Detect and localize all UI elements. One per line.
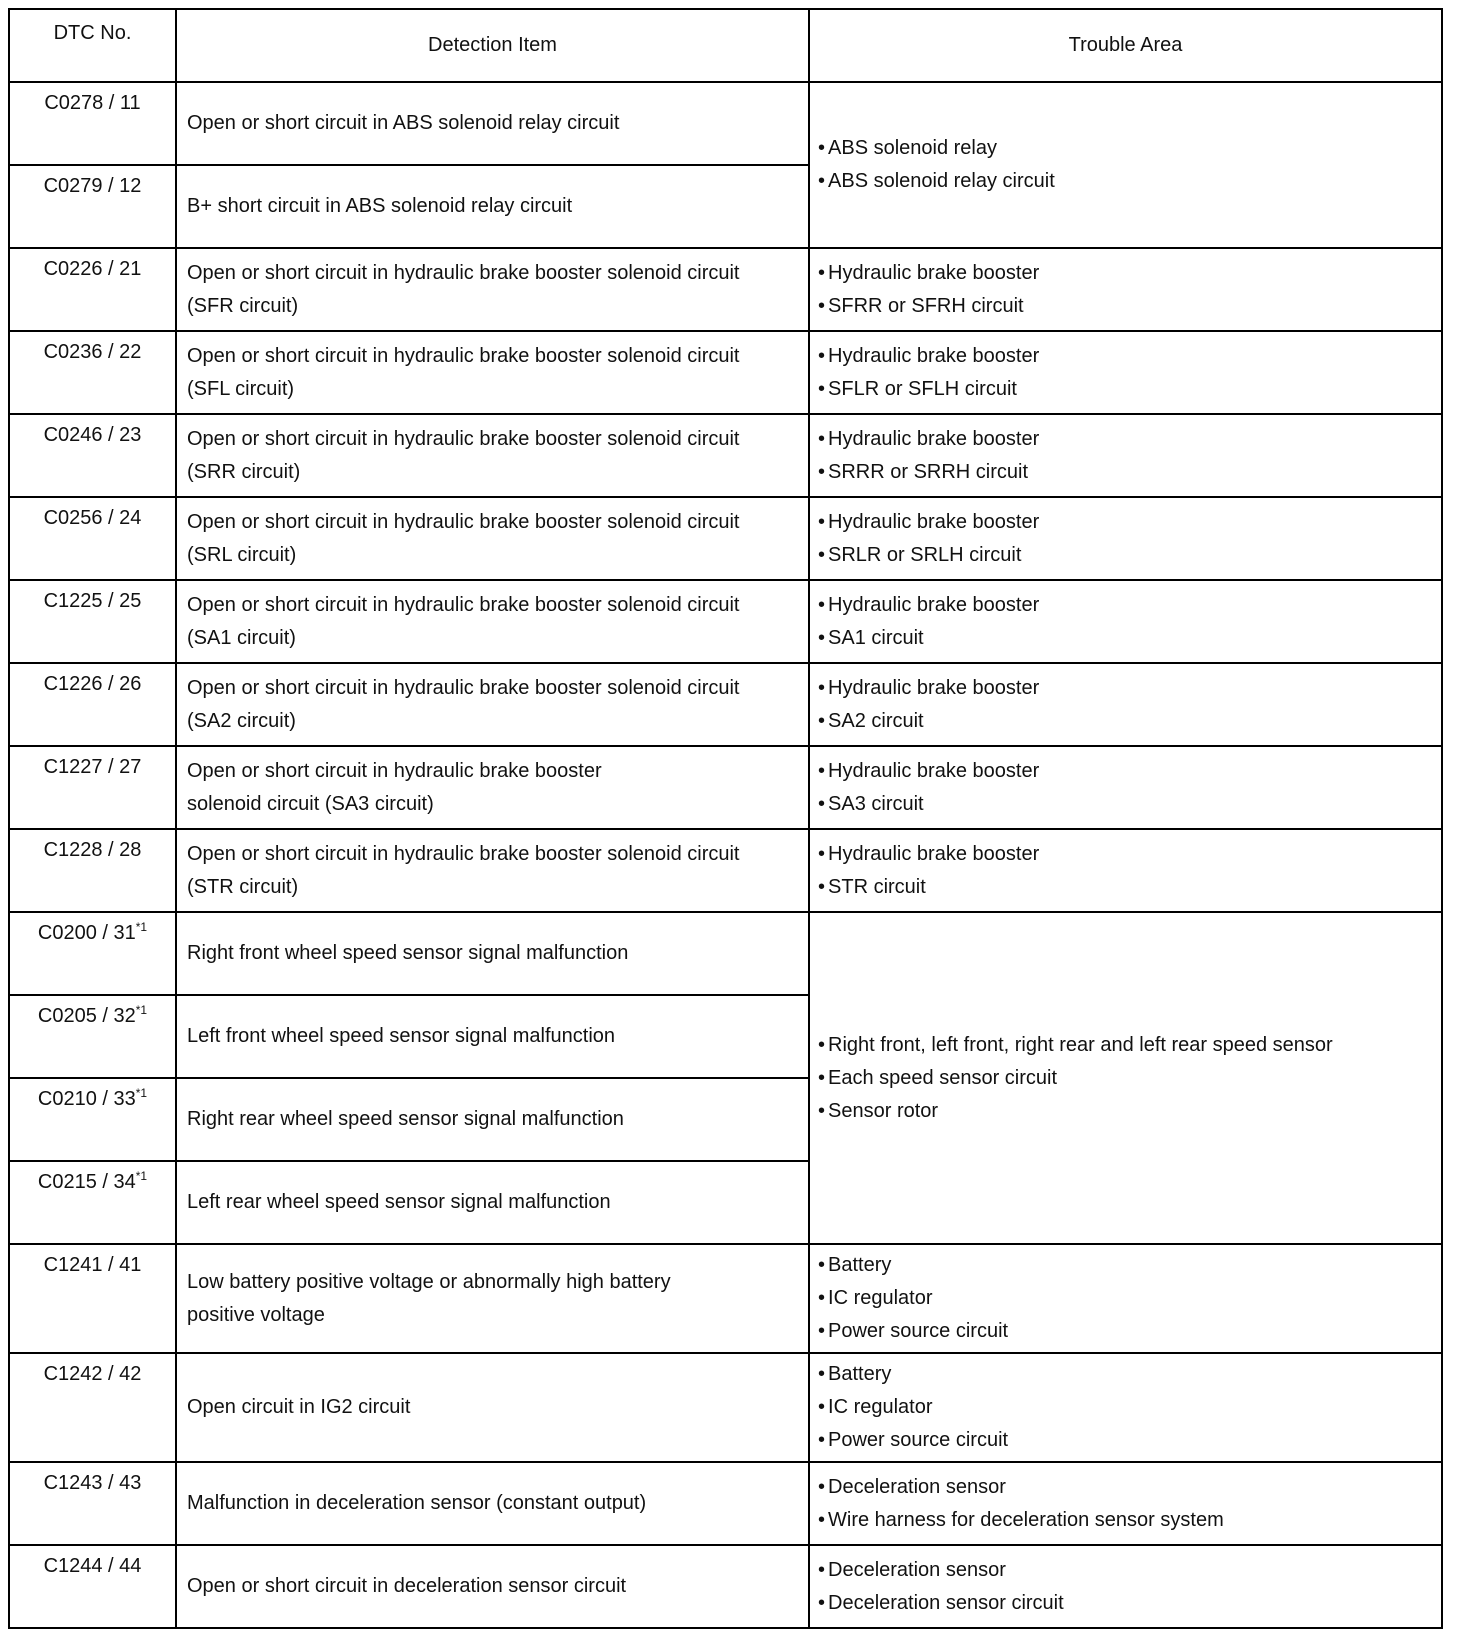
trouble-area-item: • IC regulator: [818, 1391, 1441, 1424]
detection-item-text: (SFL circuit): [187, 377, 295, 400]
dtc-code-cell: [9, 82, 176, 165]
trouble-area-cell: [809, 912, 1442, 1244]
detection-item-text: (SRR circuit): [187, 460, 301, 483]
trouble-area-item: • SA2 circuit: [818, 705, 1441, 738]
footnote-marker: *1: [135, 920, 148, 934]
detection-item-text: (STR circuit): [187, 875, 299, 898]
table-row: [9, 912, 1442, 995]
table-row: [9, 829, 1442, 912]
detection-item-text: Open or short circuit in hydraulic brake booster solenoid circuit: [187, 261, 740, 284]
dtc-code-cell: [9, 995, 176, 1078]
trouble-area-cell: [809, 1462, 1442, 1545]
dtc-code-cell: [9, 1462, 176, 1545]
dtc-code-cell: [9, 912, 176, 995]
trouble-area-item: • Hydraulic brake booster: [818, 506, 1441, 539]
trouble-area-cell: [809, 663, 1442, 746]
table-row: [9, 746, 1442, 829]
detection-item-cell: [176, 995, 809, 1078]
trouble-area-cell: [809, 414, 1442, 497]
trouble-area-item: • Hydraulic brake booster: [818, 838, 1441, 871]
detection-item-text: Open or short circuit in hydraulic brake booster solenoid circuit: [187, 510, 740, 533]
footnote-marker: *1: [135, 1086, 148, 1100]
detection-item-text: Open or short circuit in hydraulic brake booster: [187, 759, 602, 782]
table-row: [9, 1353, 1442, 1462]
detection-item-text: Open or short circuit in hydraulic brake booster solenoid circuit: [187, 842, 740, 865]
trouble-area-cell: [809, 248, 1442, 331]
detection-item-text: Open or short circuit in hydraulic brake booster solenoid circuit: [187, 676, 740, 699]
dtc-code-cell: [9, 1078, 176, 1161]
dtc-code-cell: [9, 580, 176, 663]
detection-item-cell: [176, 331, 809, 414]
trouble-area-item: • Deceleration sensor: [818, 1471, 1441, 1504]
dtc-code-cell: [9, 165, 176, 248]
detection-item-cell: [176, 1244, 809, 1353]
trouble-area-cell: [809, 331, 1442, 414]
detection-item-text: Open or short circuit in ABS solenoid relay circuit: [187, 112, 620, 134]
dtc-code: C1244 / 44: [43, 1555, 142, 1577]
detection-item-cell: [176, 1078, 809, 1161]
trouble-area-item: • Hydraulic brake booster: [818, 755, 1441, 788]
trouble-area-item: • Hydraulic brake booster: [818, 589, 1441, 622]
dtc-code: C1226 / 26: [43, 673, 142, 695]
dtc-code: C0226 / 21: [43, 258, 142, 280]
table-row: [9, 248, 1442, 331]
dtc-code: C1225 / 25: [43, 590, 142, 612]
dtc-code: C0256 / 24: [43, 507, 142, 529]
dtc-code: C1242 / 42: [43, 1363, 142, 1385]
dtc-code-cell: [9, 1244, 176, 1353]
detection-item-cell: [176, 497, 809, 580]
dtc-code: C1228 / 28: [43, 839, 142, 861]
detection-item-text: Low battery positive voltage or abnormally high battery: [187, 1270, 671, 1293]
trouble-area-item: • SRRR or SRRH circuit: [818, 456, 1441, 489]
footnote-marker: *1: [135, 1003, 148, 1017]
detection-item-text: Right rear wheel speed sensor signal malfunction: [187, 1108, 624, 1130]
detection-item-cell: [176, 165, 809, 248]
trouble-area-item: • Deceleration sensor circuit: [818, 1587, 1441, 1620]
trouble-area-item: • Power source circuit: [818, 1315, 1441, 1348]
dtc-code: C0205 / 32: [37, 1005, 136, 1027]
table-row: [9, 663, 1442, 746]
dtc-code: C0236 / 22: [43, 341, 142, 363]
detection-item-text: Right front wheel speed sensor signal malfunction: [187, 942, 629, 964]
detection-item-text: Open circuit in IG2 circuit: [187, 1396, 411, 1418]
detection-item-text: solenoid circuit (SA3 circuit): [187, 792, 434, 815]
detection-item-text: Left rear wheel speed sensor signal malfunction: [187, 1191, 611, 1213]
trouble-area-item: • Each speed sensor circuit: [818, 1062, 1441, 1095]
detection-item-cell: [176, 414, 809, 497]
trouble-area-item: • Battery: [818, 1358, 1441, 1391]
dtc-code-cell: [9, 497, 176, 580]
dtc-code-cell: [9, 1545, 176, 1628]
dtc-code: C0278 / 11: [44, 92, 141, 114]
detection-item-text: Open or short circuit in hydraulic brake booster solenoid circuit: [187, 344, 740, 367]
detection-item-text: Left front wheel speed sensor signal malfunction: [187, 1025, 616, 1047]
trouble-area-item: • Battery: [818, 1249, 1441, 1282]
trouble-area-cell: [809, 1244, 1442, 1353]
detection-item-text: (SA1 circuit): [187, 626, 296, 649]
dtc-code: C0246 / 23: [43, 424, 142, 446]
table-row: [9, 497, 1442, 580]
table-row: [9, 1244, 1442, 1353]
trouble-area-item: • Hydraulic brake booster: [818, 340, 1441, 373]
detection-item-cell: [176, 1462, 809, 1545]
detection-item-text: Open or short circuit in deceleration sensor circuit: [187, 1575, 627, 1597]
trouble-area-item: • IC regulator: [818, 1282, 1441, 1315]
detection-item-cell: [176, 82, 809, 165]
detection-item-text: Malfunction in deceleration sensor (constant output): [187, 1492, 647, 1514]
detection-item-cell: [176, 580, 809, 663]
dtc-code: C1243 / 43: [43, 1472, 142, 1494]
detection-item-text: (SA2 circuit): [187, 709, 296, 732]
trouble-area-item: • Hydraulic brake booster: [818, 257, 1441, 290]
trouble-area-cell: [809, 580, 1442, 663]
detection-item-text: (SFR circuit): [187, 294, 299, 317]
dtc-code-cell: [9, 1353, 176, 1462]
trouble-area-item: • Right front, left front, right rear and left rear speed sensor: [818, 1029, 1441, 1062]
table-row: [9, 82, 1442, 165]
trouble-area-item: • Power source circuit: [818, 1424, 1441, 1457]
trouble-area-item: • Sensor rotor: [818, 1095, 1441, 1128]
trouble-area-item: • Hydraulic brake booster: [818, 672, 1441, 705]
dtc-code-cell: [9, 414, 176, 497]
detection-item-cell: [176, 912, 809, 995]
dtc-code-cell: [9, 829, 176, 912]
dtc-code: C0200 / 31: [37, 922, 136, 944]
header-detection-item: Detection Item: [176, 9, 809, 82]
table-header: [9, 9, 1442, 82]
dtc-code: C1241 / 41: [43, 1254, 142, 1276]
dtc-code-cell: [9, 746, 176, 829]
header-dtc-no: DTC No.: [9, 9, 176, 82]
dtc-code: C0215 / 34: [37, 1171, 136, 1193]
table-row: [9, 331, 1442, 414]
trouble-area-cell: [809, 746, 1442, 829]
dtc-code-cell: [9, 248, 176, 331]
dtc-table: [8, 8, 1443, 1629]
dtc-code-cell: [9, 663, 176, 746]
trouble-area-item: • SA3 circuit: [818, 788, 1441, 821]
trouble-area-cell: [809, 82, 1442, 248]
footnote-marker: *1: [135, 1169, 148, 1183]
dtc-code-cell: [9, 331, 176, 414]
detection-item-text: Open or short circuit in hydraulic brake booster solenoid circuit: [187, 593, 740, 616]
detection-item-cell: [176, 829, 809, 912]
dtc-code: C0279 / 12: [43, 175, 142, 197]
table-row: [9, 580, 1442, 663]
dtc-code-cell: [9, 1161, 176, 1244]
trouble-area-item: • ABS solenoid relay circuit: [818, 165, 1441, 198]
trouble-area-item: • Wire harness for deceleration sensor system: [818, 1504, 1441, 1537]
detection-item-cell: [176, 1353, 809, 1462]
detection-item-cell: [176, 1161, 809, 1244]
trouble-area-cell: [809, 497, 1442, 580]
detection-item-text: B+ short circuit in ABS solenoid relay circuit: [187, 195, 573, 217]
trouble-area-item: • ABS solenoid relay: [818, 132, 1441, 165]
table-row: [9, 1545, 1442, 1628]
detection-item-cell: [176, 1545, 809, 1628]
trouble-area-cell: [809, 1545, 1442, 1628]
table-body: [9, 82, 1442, 1628]
table-row: [9, 1462, 1442, 1545]
trouble-area-item: • Deceleration sensor: [818, 1554, 1441, 1587]
trouble-area-cell: [809, 829, 1442, 912]
detection-item-text: (SRL circuit): [187, 543, 297, 566]
detection-item-text: positive voltage: [187, 1303, 325, 1326]
trouble-area-item: • SFRR or SFRH circuit: [818, 290, 1441, 323]
trouble-area-item: • STR circuit: [818, 871, 1441, 904]
table-row: [9, 414, 1442, 497]
trouble-area-item: • SFLR or SFLH circuit: [818, 373, 1441, 406]
trouble-area-item: • Hydraulic brake booster: [818, 423, 1441, 456]
trouble-area-item: • SRLR or SRLH circuit: [818, 539, 1441, 572]
detection-item-cell: [176, 746, 809, 829]
dtc-code: C0210 / 33: [37, 1088, 136, 1110]
trouble-area-cell: [809, 1353, 1442, 1462]
detection-item-cell: [176, 248, 809, 331]
trouble-area-item: • SA1 circuit: [818, 622, 1441, 655]
header-trouble-area: Trouble Area: [809, 9, 1442, 82]
detection-item-cell: [176, 663, 809, 746]
detection-item-text: Open or short circuit in hydraulic brake booster solenoid circuit: [187, 427, 740, 450]
dtc-code: C1227 / 27: [43, 756, 142, 778]
